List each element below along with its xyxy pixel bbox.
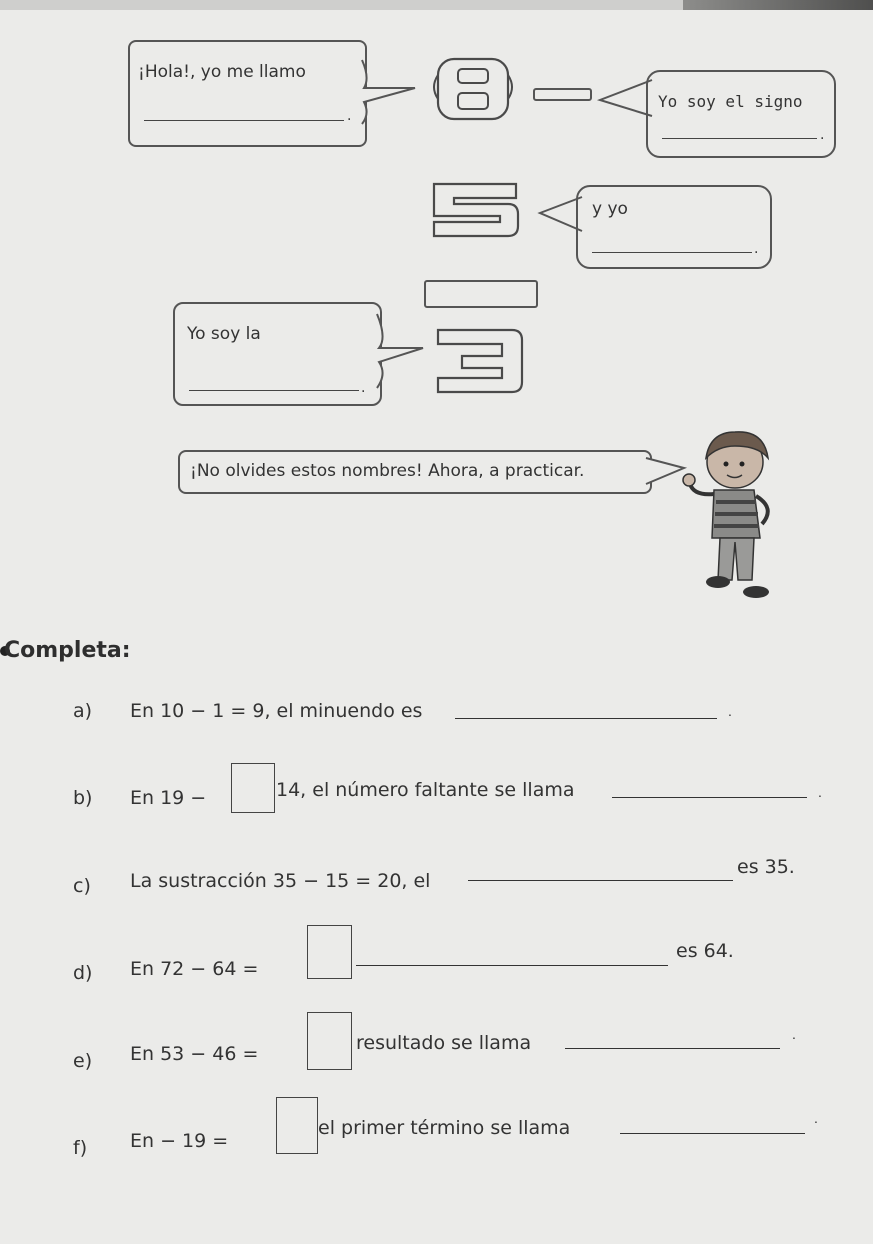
bubble-yyo-blank[interactable] bbox=[592, 252, 752, 253]
item-e-answer-box[interactable] bbox=[307, 1012, 352, 1070]
bubble-sign-dot: . bbox=[820, 127, 825, 143]
item-e-after: resultado se llama bbox=[356, 1032, 532, 1054]
speech-bubble-reminder bbox=[178, 450, 652, 494]
bubble-name-text: ¡Hola!, yo me llamo bbox=[138, 62, 306, 82]
bubble-la-tail bbox=[375, 312, 430, 392]
bubble-name-tail bbox=[360, 58, 422, 128]
item-c-answer-line[interactable] bbox=[468, 880, 733, 881]
item-b-prefix: En 19 − bbox=[130, 787, 207, 809]
bubble-yyo-text: y yo bbox=[592, 199, 628, 219]
item-b-answer-box[interactable] bbox=[231, 763, 275, 813]
item-c-after: es 35. bbox=[737, 856, 795, 878]
bubble-reminder-text: ¡No olvides estos nombres! Ahora, a practicar. bbox=[190, 461, 585, 481]
digit-three-icon bbox=[432, 326, 527, 396]
bubble-la-dot: . bbox=[361, 380, 366, 396]
bubble-name-dot: . bbox=[347, 108, 352, 124]
item-f-after: el primer término se llama bbox=[318, 1117, 571, 1139]
speech-bubble-la bbox=[173, 302, 382, 406]
item-b-answer-line[interactable] bbox=[612, 797, 807, 798]
bubble-name-blank[interactable] bbox=[144, 120, 344, 121]
item-a-letter: a) bbox=[73, 700, 93, 722]
item-d-text: En 72 − 64 = bbox=[130, 958, 259, 980]
item-b-letter: b) bbox=[73, 787, 93, 809]
item-d-answer-box[interactable] bbox=[307, 925, 352, 979]
bubble-sign-blank[interactable] bbox=[662, 138, 817, 139]
item-f-text: En − 19 = bbox=[130, 1130, 229, 1152]
digit-eight-icon bbox=[420, 55, 525, 125]
item-b-suffix: 14, el número faltante se llama bbox=[276, 779, 575, 801]
boy-illustration-icon bbox=[680, 420, 790, 605]
item-d-letter: d) bbox=[73, 962, 93, 984]
speech-bubble-yyo bbox=[576, 185, 772, 269]
item-f-dot: . bbox=[814, 1110, 818, 1126]
item-c-text: La sustracción 35 − 15 = 20, el bbox=[130, 870, 431, 892]
bubble-yyo-dot: . bbox=[754, 241, 759, 257]
item-d-answer-line[interactable] bbox=[356, 965, 668, 966]
item-e-text: En 53 − 46 = bbox=[130, 1043, 259, 1065]
item-f-letter: f) bbox=[73, 1137, 88, 1159]
item-e-dot: . bbox=[792, 1026, 796, 1042]
item-a-dot: . bbox=[728, 703, 732, 719]
item-c-letter: c) bbox=[73, 875, 91, 897]
blank-box-icon bbox=[424, 280, 538, 308]
digit-five-icon bbox=[428, 180, 523, 240]
item-e-letter: e) bbox=[73, 1050, 93, 1072]
item-f-answer-box[interactable] bbox=[276, 1097, 318, 1154]
item-a-text: En 10 − 1 = 9, el minuendo es bbox=[130, 700, 423, 722]
bubble-la-text: Yo soy la bbox=[187, 324, 261, 344]
item-a-answer-line[interactable] bbox=[455, 718, 717, 719]
section-title: Completa: bbox=[4, 638, 131, 663]
speech-bubble-sign bbox=[646, 70, 836, 158]
bubble-la-blank[interactable] bbox=[189, 390, 359, 391]
speech-bubble-name bbox=[128, 40, 367, 147]
item-b-dot: . bbox=[818, 784, 822, 800]
item-e-answer-line[interactable] bbox=[565, 1048, 780, 1049]
item-d-after: es 64. bbox=[676, 940, 734, 962]
item-f-answer-line[interactable] bbox=[620, 1133, 805, 1134]
bubble-sign-text: Yo soy el signo bbox=[658, 92, 803, 111]
minus-sign-icon bbox=[533, 88, 592, 101]
